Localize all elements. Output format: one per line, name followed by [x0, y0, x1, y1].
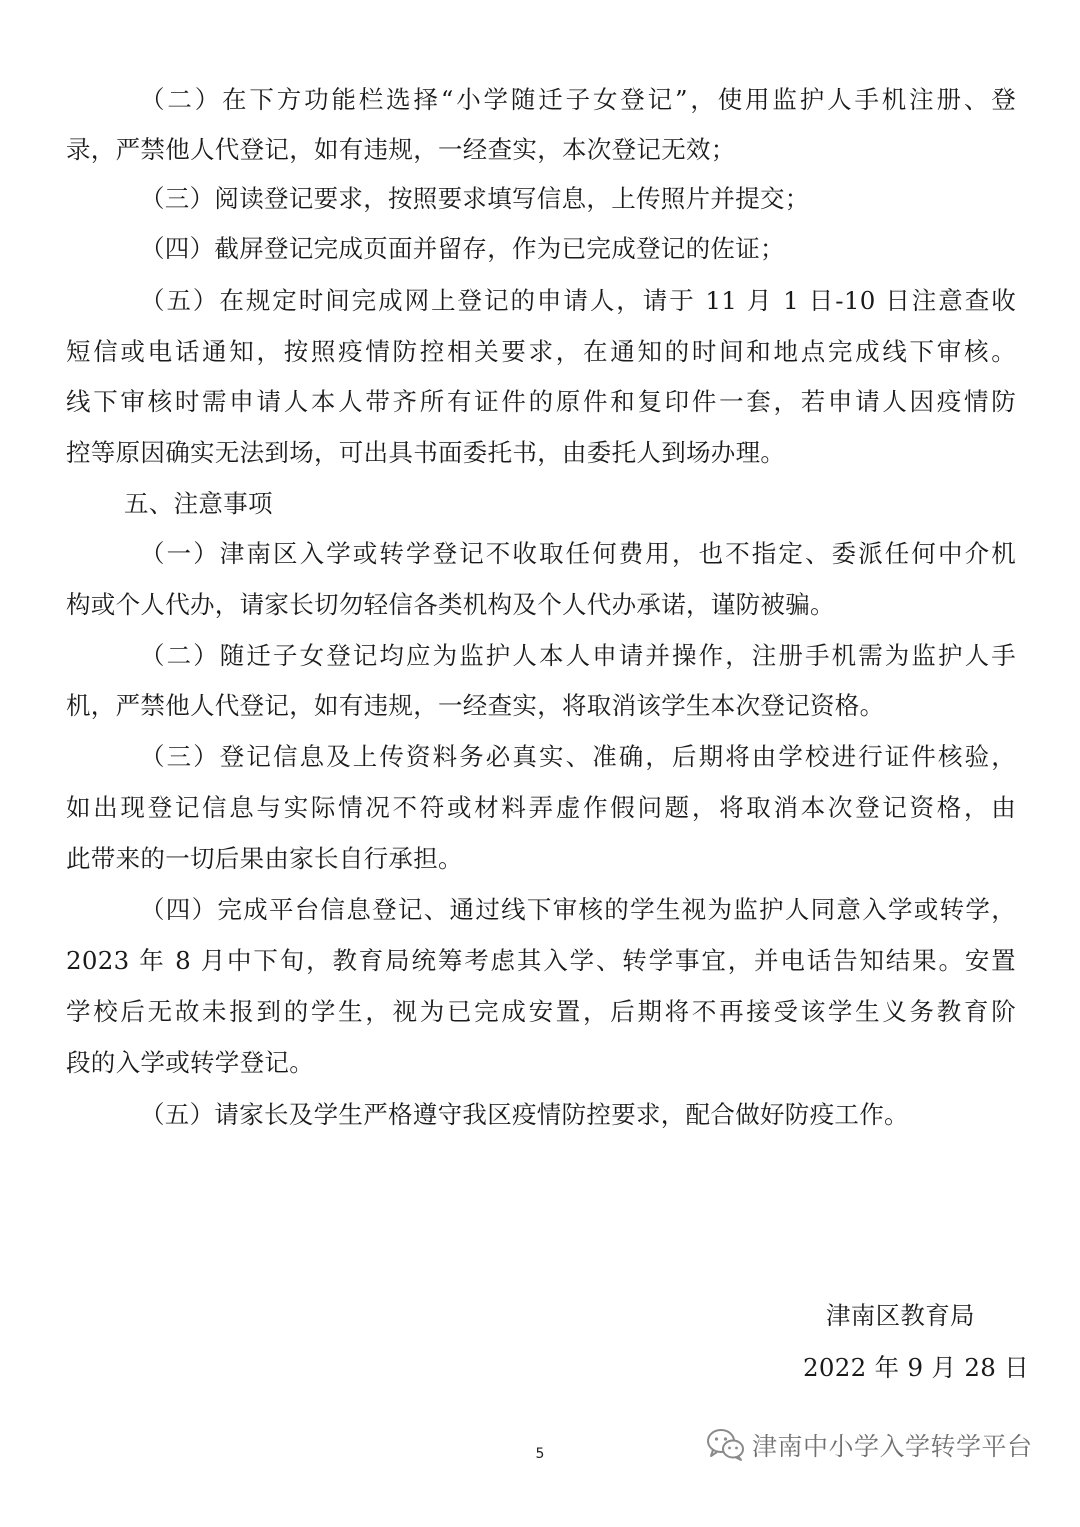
watermark	[706, 1425, 1033, 1465]
paragraph-line: （一）津南区入学或转学登记不收取任何费用，也不指定、委派任何中介机	[140, 539, 1016, 568]
paragraph-line: （三）阅读登记要求，按照要求填写信息，上传照片并提交；	[140, 184, 810, 213]
paragraph-line: 机，严禁他人代登记，如有违规，一经查实，将取消该学生本次登记资格。	[66, 691, 885, 720]
paragraph-line: （二）在下方功能栏选择“小学随迁子女登记”，使用监护人手机注册、登	[140, 85, 1016, 114]
paragraph-line: 此带来的一切后果由家长自行承担。	[66, 844, 463, 873]
paragraph-line: 如出现登记信息与实际情况不符或材料弄虚作假问题，将取消本次登记资格，由	[66, 793, 1016, 822]
wechat-icon	[706, 1428, 746, 1462]
paragraph-line: 短信或电话通知，按照疫情防控相关要求，在通知的时间和地点完成线下审核。	[66, 337, 1016, 366]
paragraph-line: 录，严禁他人代登记，如有违规，一经查实，本次登记无效；	[66, 135, 736, 164]
paragraph-line: （五）请家长及学生严格遵守我区疫情防控要求，配合做好防疫工作。	[140, 1100, 909, 1129]
paragraph-line: 控等原因确实无法到场，可出具书面委托书，由委托人到场办理。	[66, 438, 786, 467]
issue-date: 2022 年 9 月 28 日	[803, 1353, 1030, 1382]
paragraph-line: 段的入学或转学登记。	[66, 1048, 314, 1077]
paragraph-line: 构或个人代办，请家长切勿轻信各类机构及个人代办承诺，谨防被骗。	[66, 590, 835, 619]
paragraph-line: （三）登记信息及上传资料务必真实、准确，后期将由学校进行证件核验，	[140, 742, 1016, 771]
page-number: 5	[535, 1446, 545, 1462]
watermark-text: 津南中小学入学转学平台	[752, 1432, 1033, 1461]
paragraph-line: （四）截屏登记完成页面并留存，作为已完成登记的佐证；	[140, 234, 785, 263]
paragraph-line: （五）在规定时间完成网上登记的申请人，请于 11 月 1 日-10 日注意查收	[140, 286, 1016, 315]
paragraph-line: 2023 年 8 月中下旬，教育局统筹考虑其入学、转学事宜，并电话告知结果。安置	[66, 946, 1016, 975]
paragraph-line: （二）随迁子女登记均应为监护人本人申请并操作，注册手机需为监护人手	[140, 641, 1016, 670]
paragraph-line: （四）完成平台信息登记、通过线下审核的学生视为监护人同意入学或转学，	[140, 895, 1016, 924]
section-heading: 五、注意事项	[124, 489, 273, 518]
paragraph-line: 线下审核时需申请人本人带齐所有证件的原件和复印件一套，若申请人因疫情防	[66, 387, 1016, 416]
issuer-name: 津南区教育局	[826, 1301, 975, 1330]
paragraph-line: 学校后无故未报到的学生，视为已完成安置，后期将不再接受该学生义务教育阶	[66, 997, 1016, 1026]
